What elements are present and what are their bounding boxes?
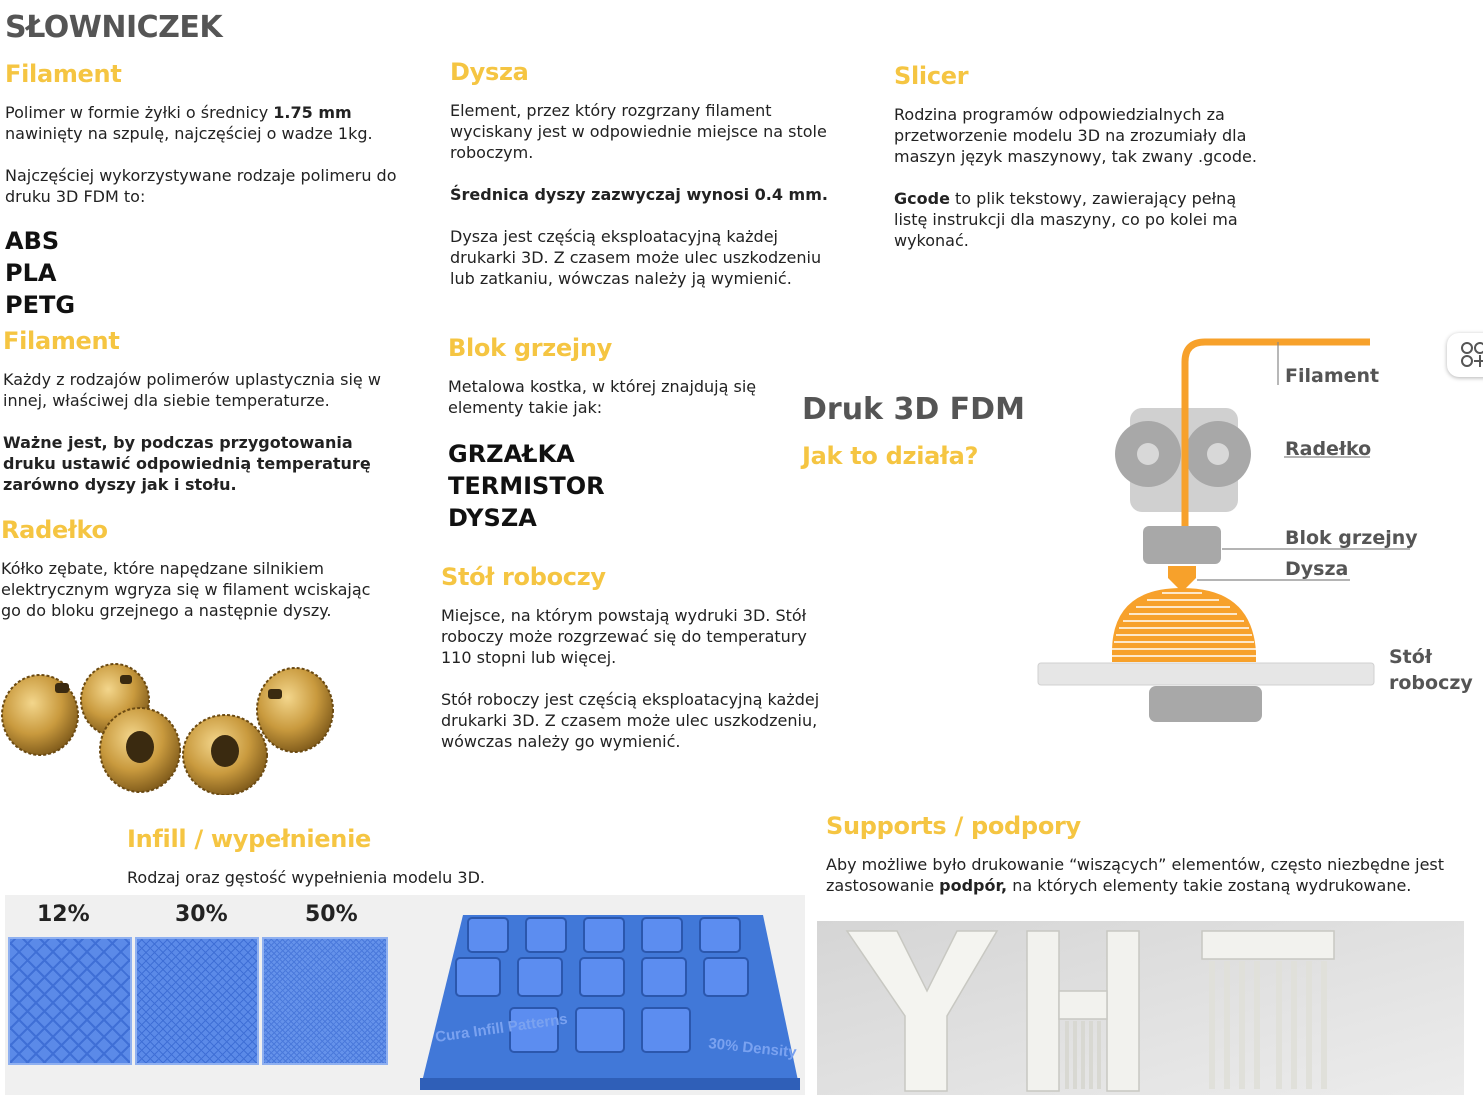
dysza-section <box>450 58 840 289</box>
filament-temperature-text: Każdy z rodzajów polimerów uplastycznia się w innej, właściwej dla siebie temperaturze. <box>3 370 381 410</box>
infill-sample-12 <box>8 937 132 1065</box>
printed-dome <box>1112 588 1256 662</box>
infill-percent-label: 12% <box>37 902 90 927</box>
gears-image <box>0 655 340 795</box>
blok-heading: Blok grzejny <box>448 334 612 362</box>
drive-gear-right-hub <box>1207 443 1229 465</box>
slicer-section <box>894 62 1269 251</box>
diagram-label-filament: Filament <box>1285 365 1380 387</box>
filament-heading-2: Filament <box>3 327 120 355</box>
blok-item: GRZAŁKA <box>448 440 575 468</box>
stol-section <box>441 563 821 752</box>
filament-section <box>5 60 405 321</box>
supports-text-end: na których elementy takie zostaną wydrukowane. <box>1007 876 1412 895</box>
letter-t <box>1202 931 1334 959</box>
infill-text: Rodzaj oraz gęstość wypełnienia modelu 3D. <box>127 868 485 887</box>
radelko-text: Kółko zębate, które napędzane silnikiem elektrycznym wgryza się w filament wciskając go do bloku grzejnego a następnie dyszy. <box>1 559 371 620</box>
dysza-diameter: Średnica dyszy zazwyczaj wynosi 0.4 mm. <box>450 185 828 204</box>
radelko-section <box>1 516 371 621</box>
blok-item: DYSZA <box>448 504 537 532</box>
infill-percent-label: 30% <box>175 902 228 927</box>
filament-type-item: PETG <box>5 291 76 319</box>
supports-term: podpór, <box>939 876 1008 895</box>
filament-heading: Filament <box>5 60 122 88</box>
drive-gear-left-hub <box>1137 443 1159 465</box>
infill-percent-label: 50% <box>305 902 358 927</box>
filament-text: Polimer w formie żyłki o średnicy <box>5 103 274 122</box>
infill-sample-30 <box>135 937 259 1065</box>
bed-support <box>1149 686 1262 722</box>
stol-maintenance: Stół roboczy jest częścią eksploatacyjną każdej drukarki 3D. Z czasem może ulec uszkodzeniu, wówczas należy go wymienić. <box>441 690 820 751</box>
blok-items-list <box>448 438 788 534</box>
filament-temperature-section <box>3 327 398 495</box>
diagram-subtitle: Jak to działa? <box>802 442 979 470</box>
diagram-label-stol: Stół <box>1389 646 1432 668</box>
supports-image <box>817 921 1464 1095</box>
filament-type-item: PLA <box>5 259 57 287</box>
gcode-text <box>894 188 1269 251</box>
dysza-text: Element, przez który rozgrzany filament wyciskany jest w odpowiednie miejsce na stole roboczym. <box>450 101 827 162</box>
blok-text: Metalowa kostka, w której znajdują się elementy takie jak: <box>448 377 757 417</box>
print-bed <box>1038 663 1374 685</box>
filament-description <box>5 102 405 144</box>
infill-heading: Infill / wypełnienie <box>127 825 371 853</box>
supports-section <box>826 812 1466 896</box>
supports-text <box>826 854 1466 896</box>
gcode-term: Gcode <box>894 189 950 208</box>
heater-block <box>1143 526 1221 564</box>
page-title: SŁOWNICZEK <box>5 10 223 45</box>
infill-sample-50 <box>262 937 388 1065</box>
plate-label-patterns: Cura Infill Patterns <box>434 1010 569 1046</box>
cura-infill-plate <box>418 910 804 1095</box>
stol-heading: Stół roboczy <box>441 563 606 591</box>
dysza-heading: Dysza <box>450 58 529 86</box>
filament-types-list <box>5 225 405 321</box>
radelko-heading: Radełko <box>1 516 108 544</box>
plate-label-density: 30% Density <box>707 1035 798 1062</box>
filament-text-end: nawinięty na szpulę, najczęściej o wadze 1kg. <box>5 124 373 143</box>
filament-diameter: 1.75 mm <box>273 103 352 122</box>
diagram-label-stol-2: roboczy <box>1389 672 1473 694</box>
diagram-label-dysza: Dysza <box>1285 558 1349 580</box>
dysza-maintenance: Dysza jest częścią eksploatacyjną każdej drukarki 3D. Z czasem może ulec uszkodzeniu lub zatkaniu, wówczas należy ją wymienić. <box>450 227 822 288</box>
slicer-text: Rodzina programów odpowiedzialnych za przetworzenie modelu 3D na zrozumiały dla maszyn język maszynowy, tak zwany .gcode. <box>894 105 1257 166</box>
blok-item: TERMISTOR <box>448 472 605 500</box>
gcode-definition: to plik tekstowy, zawierający pełną listę instrukcji dla maszyny, co po kolei ma wykonać. <box>894 189 1238 250</box>
filament-temperature-warning: Ważne jest, by podczas przygotowania druku ustawić odpowiednią temperaturę zarówno dyszy jak i stołu. <box>3 433 371 494</box>
diagram-label-blok: Blok grzejny <box>1285 527 1418 549</box>
supports-text-start: Aby możliwe było drukowanie “wiszących” elementów, często niezbędne jest zastosowanie <box>826 855 1445 895</box>
filament-types-intro: Najczęściej wykorzystywane rodzaje polimeru do druku 3D FDM to: <box>5 166 397 206</box>
diagram-title: Druk 3D FDM <box>802 392 1025 427</box>
supports-heading: Supports / podpory <box>826 812 1081 840</box>
filament-type-item: ABS <box>5 227 60 255</box>
blok-section <box>448 334 788 534</box>
stol-text: Miejsce, na którym powstają wydruki 3D. Stół roboczy może rozgrzewać się do temperatury 110 stopni lub więcej. <box>441 606 807 667</box>
infill-section <box>127 825 727 888</box>
diagram-label-radelko: Radełko <box>1285 438 1372 460</box>
slicer-heading: Slicer <box>894 62 969 90</box>
